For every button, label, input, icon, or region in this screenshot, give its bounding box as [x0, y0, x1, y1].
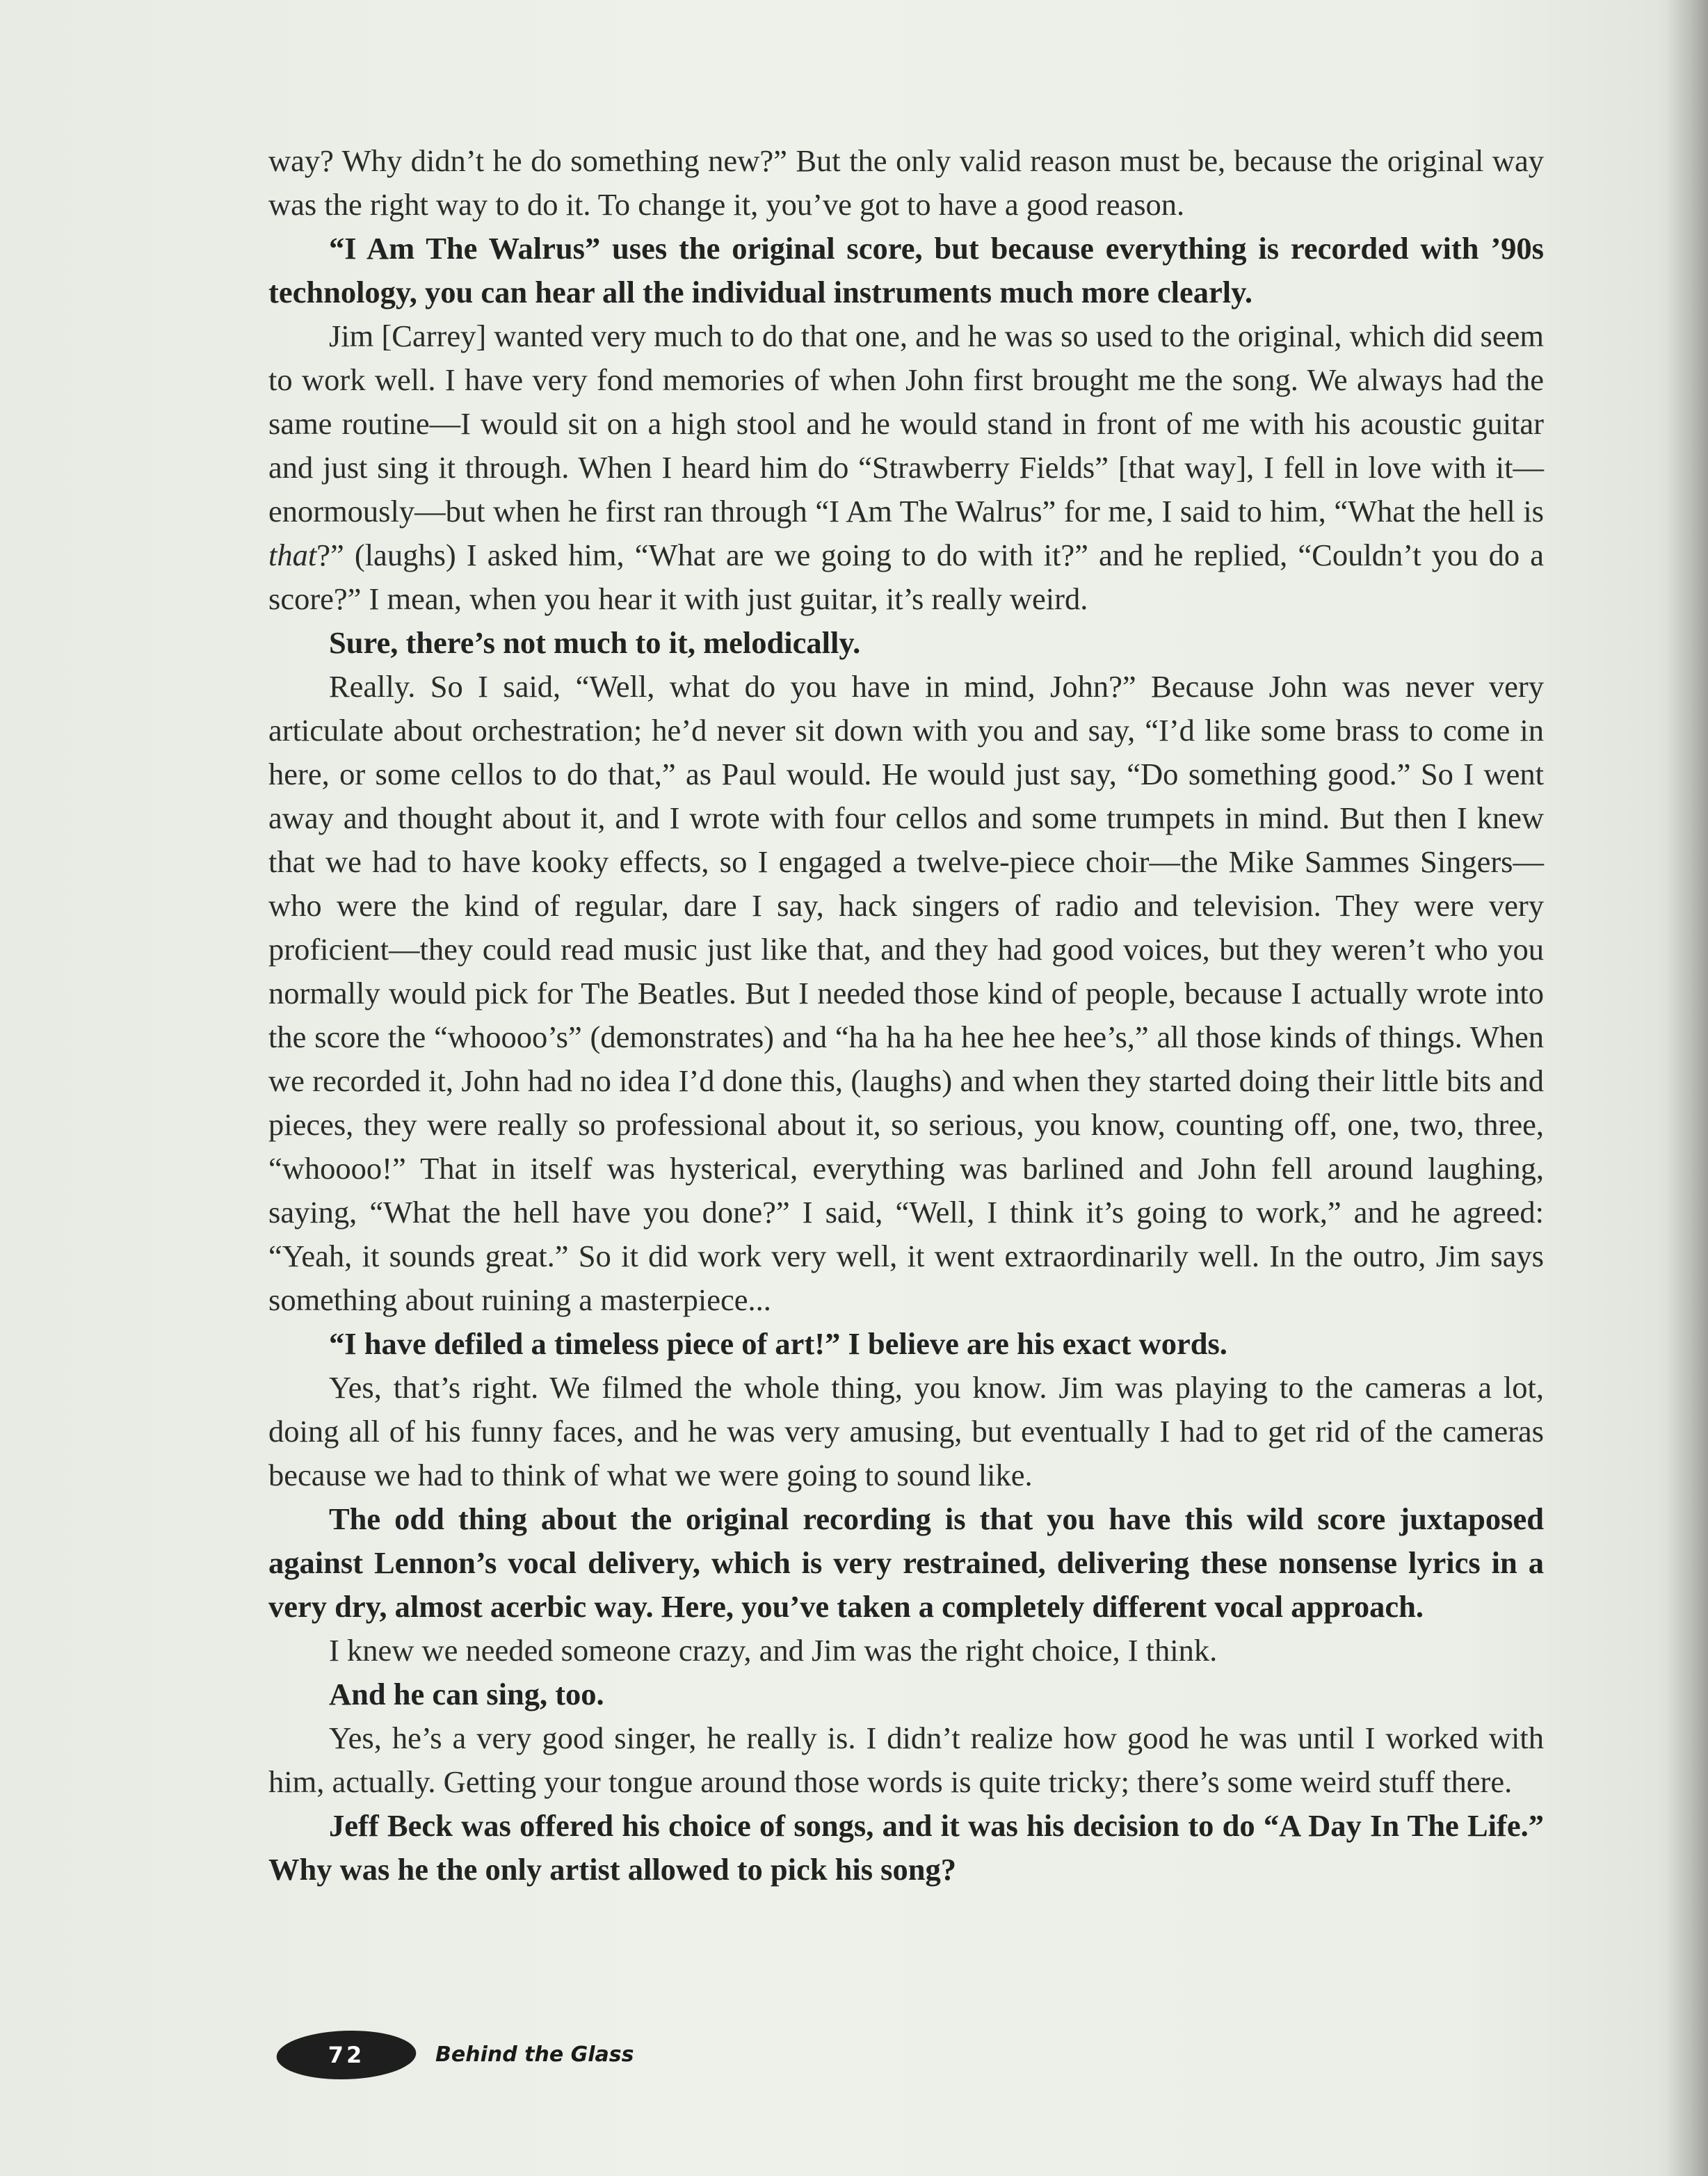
body-text [268, 139, 1544, 1892]
interviewer-question-5: And he can sing, too. [329, 1677, 604, 1711]
paragraph-11: Yes, he’s a very good singer, he really is. I didn’t realize how good he was until I worked with him, actually. Getting your tongue around those words is quite tricky; there’s some weird stuff there. [268, 1720, 1544, 1799]
interviewer-question-4: The odd thing about the original recording is that you have this wild score juxtaposed against Lennon’s vocal delivery, which is very restrained, delivering these nonsense lyrics in a very dry, almost acerbic way. Here, you’ve taken a completely different vocal approach. [268, 1501, 1544, 1624]
paragraph-1: way? Why didn’t he do something new?” But the only valid reason must be, because the original way was the right way to do it. To change it, you’ve got to have a good reason. [268, 143, 1544, 222]
paragraph-7: Yes, that’s right. We filmed the whole thing, you know. Jim was playing to the cameras a lot, doing all of his funny faces, and he was very amusing, but eventually I had to get rid of the cameras because we had to think of what we were going to sound like. [268, 1370, 1544, 1492]
running-title: Behind the Glass [435, 2042, 634, 2067]
interviewer-question-3: “I have defiled a timeless piece of art!” I believe are his exact words. [329, 1326, 1227, 1361]
emphasis-that: that [268, 538, 317, 572]
interviewer-question-2: Sure, there’s not much to it, melodically. [329, 625, 861, 660]
paragraph-3-tail: ?” (laughs) I asked him, “What are we going to do with it?” and he replied, “Couldn’t you do a score?” I mean, when you hear it with just guitar, it’s really weird. [268, 538, 1544, 616]
interviewer-question-6: Jeff Beck was offered his choice of songs, and it was his decision to do “A Day In The Life.” Why was he the only artist allowed to pick his song? [268, 1808, 1544, 1887]
paragraph-9: I knew we needed someone crazy, and Jim was the right choice, I think. [329, 1633, 1218, 1668]
interviewer-question-1: “I Am The Walrus” uses the original score, but because everything is recorded with ’90s technology, you can hear all the individual instruments much more clearly. [268, 231, 1544, 309]
paragraph-3 [268, 314, 1544, 621]
page-number: 72 [328, 2042, 365, 2068]
book-spine-shadow [1666, 0, 1708, 2176]
paragraph-5: Really. So I said, “Well, what do you have in mind, John?” Because John was never very articulate about orchestration; he’d never sit down with you and say, “I’d like some brass to come in here, or some cellos to do that,” as Paul would. He would just say, “Do something good.” So I went away and thought about it, and I wrote with four cellos and some trumpets in mind. But then I knew that we had to have kooky effects, so I engaged a twelve-piece choir—the Mike Sammes Singers—who were the kind of regular, dare I say, hack singers of radio and television. They were very proficient—they could read music just like that, and they had good voices, but they weren’t who you normally would pick for The Beatles. But I needed those kind of people, because I actually wrote into the score the “whoooo’s” (demonstrates) and “ha ha ha hee hee hee’s,” all those kinds of things. When we recorded it, John had no idea I’d done this, (laughs) and when they started doing their little bits and pieces, they were really so professional about it, so serious, you know, counting off, one, two, three, “whoooo!” That in itself was hysterical, everything was barlined and John fell around laughing, saying, “What the hell have you done?” I said, “Well, I think it’s going to work,” and he agreed: “Yeah, it sounds great.” So it did work very well, it went extraordinarily well. In the outro, Jim says something about ruining a masterpiece... [268, 669, 1544, 1317]
page-footer [277, 2031, 694, 2079]
paragraph-3-lead: Jim [Carrey] wanted very much to do that one, and he was so used to the original, which did seem to work well. I have very fond memories of when John first brought me the song. We always had the same routine—I would sit on a high stool and he would stand in front of me with his acoustic guitar and just sing it through. When I heard him do “Strawberry Fields” [that way], I fell in love with it—enormously—but when he first ran through “I Am The Walrus” for me, I said to him, “What the hell is [268, 319, 1544, 529]
